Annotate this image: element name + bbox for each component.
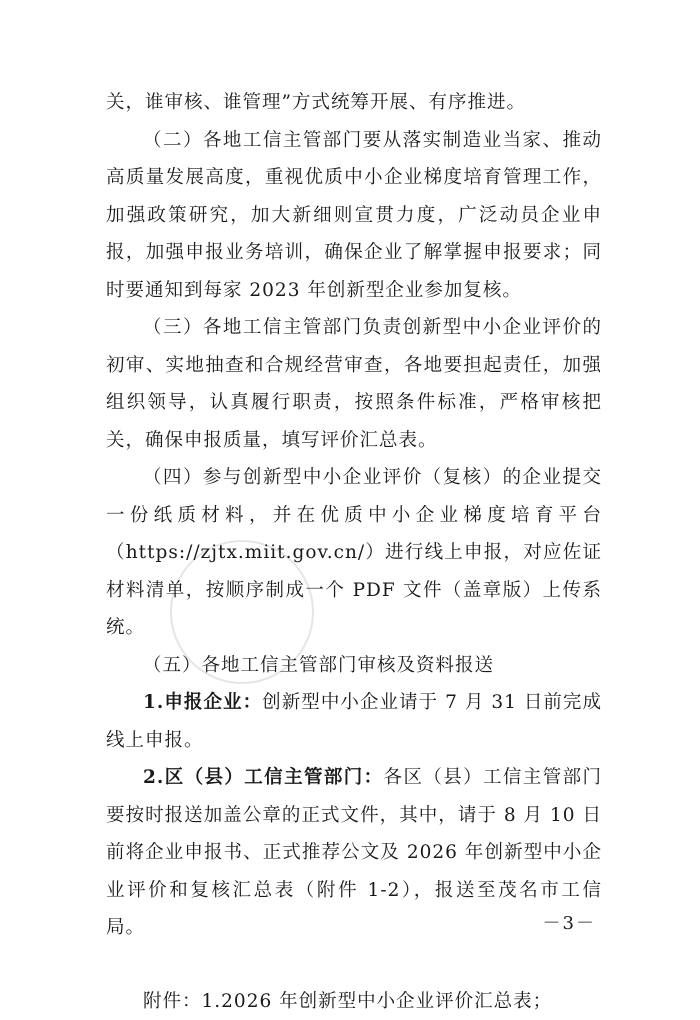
paragraph-4: （四）参与创新型中小企业评价（复核）的企业提交一份纸质材料，并在优质中小企业梯度培育平台（https://zjtx.miit.gov.cn/）进行线上申报，对应佐证材料清单，按顺序制成一个 PDF 文件（盖章版）上传系统。 [106,459,602,647]
item-1-paragraph [106,684,602,759]
paragraph-5: （五）各地工信主管部门审核及资料报送 [106,647,602,685]
document-body [106,84,602,1020]
item-2-label: 2.区（县）工信主管部门： [143,767,384,788]
item-2-paragraph [106,759,602,947]
paragraph-2: （二）各地工信主管部门要从落实制造业当家、推动高质量发展高度，重视优质中小企业梯度培育管理工作，加强政策研究，加大新细则宣贯力度，广泛动员企业申报，加强申报业务培训，确保企业了解掌握申报要求；同时要通知到每家 2023 年创新型企业参加复核。 [106,122,602,310]
blank-line [106,947,602,983]
item-1-label: 1.申报企业： [143,692,262,713]
item-1-text: 创新型中小企业请于 7 月 31 日前完成线上申报。 [106,692,602,751]
page-number: －3－ [543,909,596,935]
paragraph-1: 关，谁审核、谁管理”方式统筹开展、有序推进。 [106,84,602,122]
attachment-line: 附件：1.2026 年创新型中小企业评价汇总表； [106,983,602,1020]
paragraph-3: （三）各地工信主管部门负责创新型中小企业评价的初审、实地抽查和合规经营审查，各地要担起责任，加强组织领导，认真履行职责，按照条件标准，严格审核把关，确保申报质量，填写评价汇总表。 [106,309,602,459]
item-2-text: 各区（县）工信主管部门要按时报送加盖公章的正式文件，其中，请于 8 月 10 日前将企业申报书、正式推荐公文及 2026 年创新型中小企业评价和复核汇总表（附件 1-2），报送至茂名市工信局。 [106,767,602,938]
